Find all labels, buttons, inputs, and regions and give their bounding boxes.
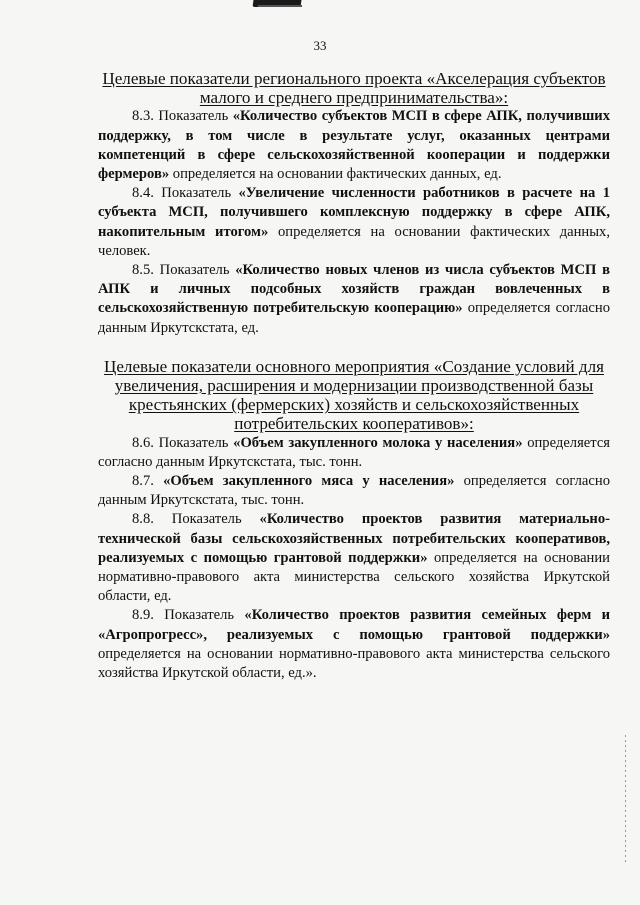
scan-artifact-shadow [258,5,302,7]
paragraph-8-3: 8.3. Показатель «Количество субъектов МСП в сфере АПК, получивших поддержку, в том числе в результате услуг, оказанных центрами компетенций в сфере сельскохозяйственной кооперации и поддержки фермеров» определяется на основании фактических данных, ед. [98,108,610,183]
paragraph-8-4: 8.4. Показатель «Увеличение численности работников в расчете на 1 субъекта МСП, получившего комплексную поддержку в сфере АПК, накопительным итогом» определяется на основании фактических данных, человек. [98,185,610,259]
margin-dotted-line [625,735,626,865]
section-heading-regional-project: Целевые показатели регионального проекта «Акселерация субъектов малого и среднего предпринимательства»: [102,69,606,108]
paragraph-8-8: 8.8. Показатель «Количество проектов развития материально-технической базы сельскохозяйственных потребительских кооперативов, реализуемых с помощью грантовой поддержки» определяется на основании нормативно-правового акта министерства сельского хозяйства Иркутской области, ед. [98,511,611,605]
paragraph-8-9: 8.9. Показатель «Количество проектов развития семейных ферм и «Агропрогресс», реализуемых с помощью грантовой поддержки» определяется на основании нормативно-правового акта министерства сельского хозяйства Иркутской области, ед.». [98,607,611,682]
paragraph-8-5: 8.5. Показатель «Количество новых членов из числа субъектов МСП в АПК и личных подсобных хозяйств граждан вовлеченных в сельскохозяйственную потребительскую кооперацию» определяется согласно данным Иркутскстата, ед. [98,262,610,336]
section-heading-main-activity: Целевые показатели основного мероприятия «Создание условий для увеличения, расширения и модернизации производственной базы крестьянских (фермерских) хозяйств и сельскохозяйственных потребительских кооперативов»: [104,356,604,434]
paragraph-8-7: 8.7. «Объем закупленного мяса у населения» определяется согласно данным Иркутскстата, тыс. тонн. [98,473,610,509]
page-number: 33 [313,38,327,53]
document-body [98,69,610,683]
paragraph-8-6: 8.6. Показатель «Объем закупленного молока у населения» определяется согласно данным Иркутскстата, тыс. тонн. [98,434,611,470]
